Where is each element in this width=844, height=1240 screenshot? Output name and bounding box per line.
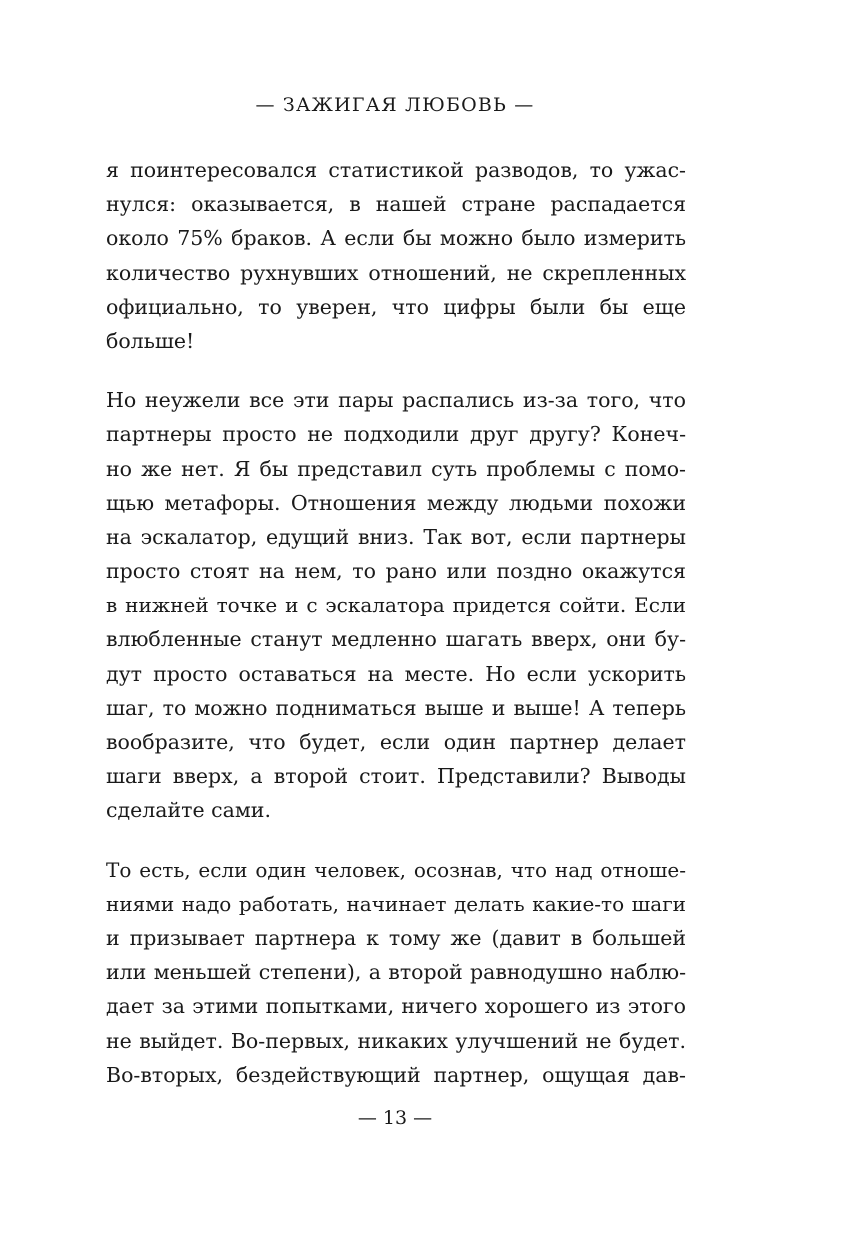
text-line: официально, то уверен, что цифры были бы еще [106, 294, 686, 319]
text-line: дает за этими попытками, ничего хорошего из этого [106, 994, 686, 1019]
page-number: — 13 — [357, 1107, 433, 1129]
text-line: просто стоят на нем, то рано или поздно окажутся [106, 559, 686, 584]
text-line: не выйдет. Во-первых, никаких улучшений не будет. [106, 1028, 686, 1053]
text-line: и призывает партнера к тому же (давит в большей [106, 925, 686, 950]
text-line: шаги вверх, а второй стоит. Представили? Выводы [106, 764, 686, 789]
paragraph-2 [106, 383, 686, 827]
paragraph-3 [106, 853, 686, 1092]
text-line: ниями надо работать, начинает делать какие-то шаги [106, 891, 686, 916]
text-line: или меньшей степени), а второй равнодушно наблю- [106, 960, 686, 985]
text-line: я поинтересовался статистикой разводов, то ужас- [106, 158, 686, 182]
text-line: нулся: оказывается, в нашей стране распадается [106, 192, 686, 217]
text-line: дут просто оставаться на месте. Но если ускорить [106, 661, 686, 686]
text-line: Во-вторых, бездействующий партнер, ощущая дав- [106, 1062, 686, 1087]
text-line: влюбленные станут медленно шагать вверх, они бу- [106, 627, 686, 652]
text-line: То есть, если один человек, осознав, что над отноше- [106, 857, 686, 882]
text-line: шаг, то можно подниматься выше и выше! А теперь [106, 695, 686, 720]
text-line: сделайте сами. [106, 798, 271, 823]
paragraph-gap [106, 828, 686, 853]
paragraph-1 [106, 153, 686, 358]
text-line: количество рухнувших отношений, не скрепленных [106, 260, 686, 285]
text-line: партнеры просто не подходили друг другу? Конеч- [106, 422, 686, 447]
text-line: щью метафоры. Отношения между людьми похожи [106, 490, 686, 515]
body-text [106, 153, 686, 1092]
text-line: вообразите, что будет, если один партнер делает [106, 730, 686, 754]
text-line: на эскалатор, едущий вниз. Так вот, если партнеры [106, 524, 686, 549]
text-line: больше! [106, 328, 195, 353]
running-head: — ЗАЖИГАЯ ЛЮБОВЬ — [255, 94, 535, 116]
text-line: в нижней точке и с эскалатора придется сойти. Если [106, 593, 686, 618]
text-line: но же нет. Я бы представил суть проблемы с помо- [106, 456, 686, 481]
text-line: около 75% браков. А если бы можно было измерить [106, 226, 686, 251]
text-line: Но неужели все эти пары распались из-за того, что [106, 388, 686, 413]
paragraph-gap [106, 358, 686, 383]
